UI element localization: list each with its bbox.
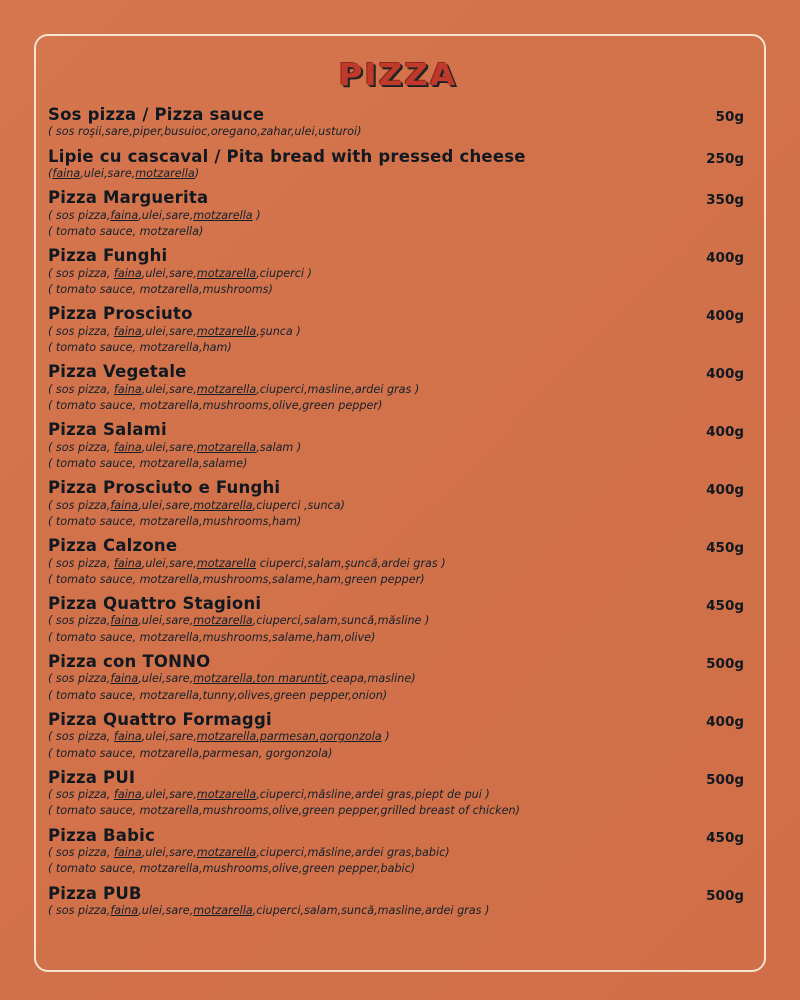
ingredient-text: ,ciuperci,măsline,ardei gras,babic) (256, 846, 450, 860)
menu-item-details (48, 762, 650, 820)
ingredient-underlined: faina (113, 788, 142, 802)
menu-item-weight: 450g (706, 829, 744, 846)
ingredient-text: ,ciuperci ,sunca) (252, 498, 345, 512)
menu-item-name: Pizza Quattro Formaggi (48, 709, 272, 729)
menu-item-row (48, 240, 748, 298)
menu-item-weight-cell (650, 762, 748, 820)
menu-item-description-ro (48, 845, 650, 861)
menu-item-weight-cell (650, 182, 748, 240)
menu-item-details (48, 141, 650, 183)
menu-item-row (48, 646, 748, 704)
menu-item-block (48, 240, 650, 298)
ingredient-underlined: motzarella (196, 556, 257, 570)
ingredient-text: ,ulei,sare, (138, 904, 194, 918)
ingredient-text: ,ulei,sare, (141, 556, 197, 570)
ingredient-text: ,ulei,sare, (141, 788, 197, 802)
menu-items-table (48, 99, 748, 919)
ingredient-text: ( sos pizza, (48, 730, 114, 744)
menu-item-description-en: ( tomato sauce, motzarella,mushrooms,olive,green pepper,babic) (48, 862, 416, 876)
ingredient-underlined: faina (110, 904, 139, 918)
menu-item-weight: 500g (706, 655, 744, 672)
menu-item-block (48, 820, 650, 878)
menu-item-block (48, 704, 650, 762)
ingredient-text: ( sos pizza, (48, 788, 114, 802)
ingredient-text: ,ceapa,masline) (326, 672, 416, 686)
ingredient-underlined: motzarella (196, 440, 257, 454)
menu-item-block (48, 646, 650, 704)
ingredient-underlined: motzarella (196, 382, 257, 396)
menu-item-description-en: ( tomato sauce, motzarella,salame) (48, 456, 248, 470)
menu-item-description-ro (48, 903, 650, 919)
menu-item-row (48, 530, 748, 588)
ingredient-underlined: motzarella (196, 266, 257, 280)
menu-item-weight: 500g (706, 887, 744, 904)
page-title-wrapper (48, 58, 748, 93)
menu-item-weight: 400g (706, 424, 744, 441)
menu-item-block (48, 588, 650, 646)
menu-item-details (48, 298, 650, 356)
menu-item-block (48, 141, 650, 183)
ingredient-text: ( sos pizza, (48, 556, 114, 570)
ingredient-text: ( sos roşii,sare,piper,busuioc,oregano,zahar,ulei,usturoi) (48, 125, 362, 139)
ingredient-text: ) (252, 208, 261, 222)
menu-item-name: Lipie cu cascaval / Pita bread with pressed cheese (48, 146, 526, 166)
menu-item-description-ro (48, 498, 650, 514)
menu-item-name: Pizza con TONNO (48, 651, 211, 671)
menu-item-row (48, 878, 748, 920)
ingredient-underlined: motzarella (135, 167, 195, 181)
menu-item-name: Pizza Vegetale (48, 362, 187, 382)
menu-item-description-ro (48, 556, 650, 572)
menu-item-block (48, 472, 650, 530)
ingredient-underlined: faina (52, 167, 81, 181)
ingredient-text: ( (48, 167, 53, 181)
menu-item-name: Pizza Salami (48, 420, 167, 440)
ingredient-text: ( sos pizza, (48, 614, 111, 628)
menu-item-weight: 400g (706, 366, 744, 383)
ingredient-text: ,ciuperci,masline,ardei gras ) (256, 382, 420, 396)
menu-item-description-ro (48, 124, 650, 140)
menu-item-block (48, 356, 650, 414)
ingredient-text: ,ciuperci ) (256, 266, 312, 280)
ingredient-text: ( sos pizza, (48, 382, 114, 396)
menu-item-description-en: ( tomato sauce, motzarella,mushrooms,salame,ham,olive) (48, 630, 376, 644)
menu-item-description-en: ( tomato sauce, motzarella,mushrooms) (48, 283, 273, 297)
menu-item-weight: 350g (706, 192, 744, 209)
page-title: PIZZA (338, 58, 458, 93)
menu-item-weight-cell (650, 704, 748, 762)
ingredient-text: ( sos pizza, (48, 208, 111, 222)
ingredient-text: ,ulei,sare, (141, 266, 197, 280)
menu-item-name: Pizza PUB (48, 883, 142, 903)
menu-item-description-en: ( tomato sauce, motzarella,mushrooms,salame,ham,green pepper) (48, 572, 425, 586)
menu-item-details (48, 240, 650, 298)
menu-item-description-ro (48, 266, 650, 282)
menu-item-details (48, 820, 650, 878)
ingredient-underlined: motzarella (196, 324, 257, 338)
menu-item-weight-cell (650, 141, 748, 183)
menu-item-details (48, 530, 650, 588)
menu-item-description-ro (48, 382, 650, 398)
ingredient-text: ciuperci,salam,şuncă,ardei gras ) (256, 556, 446, 570)
menu-item-weight-cell (650, 646, 748, 704)
menu-item-row (48, 588, 748, 646)
menu-item-description-en: ( tomato sauce, motzarella,parmesan, gorgonzola) (48, 746, 333, 760)
menu-item-name: Pizza PUI (48, 767, 136, 787)
menu-item-description-ro (48, 166, 650, 182)
menu-item-block (48, 99, 650, 141)
ingredient-underlined: motzarella (193, 208, 253, 222)
menu-item-weight-cell (650, 472, 748, 530)
ingredient-underlined: faina (110, 614, 139, 628)
menu-item-name: Pizza Prosciuto e Funghi (48, 478, 281, 498)
menu-item-row (48, 141, 748, 183)
menu-item-row (48, 99, 748, 141)
menu-item-block (48, 298, 650, 356)
menu-item-row (48, 356, 748, 414)
menu-item-weight: 400g (706, 250, 744, 267)
menu-item-description-ro (48, 440, 650, 456)
menu-item-block (48, 414, 650, 472)
menu-item-weight-cell (650, 240, 748, 298)
menu-item-weight: 400g (706, 482, 744, 499)
menu-item-details (48, 588, 650, 646)
menu-item-details (48, 414, 650, 472)
ingredient-text: ,ciuperci,măsline,ardei gras,piept de pui ) (256, 788, 490, 802)
ingredient-text: ,ulei,sare, (80, 167, 136, 181)
ingredient-text: ,ulei,sare, (141, 846, 197, 860)
menu-item-name: Pizza Funghi (48, 246, 168, 266)
menu-item-row (48, 762, 748, 820)
menu-item-name: Pizza Prosciuto (48, 304, 193, 324)
ingredient-text: ( sos pizza, (48, 846, 114, 860)
menu-item-description-en: ( tomato sauce, motzarella,ham) (48, 340, 232, 354)
ingredient-text: ,salam ) (256, 440, 302, 454)
menu-item-weight: 450g (706, 597, 744, 614)
menu-item-weight-cell (650, 298, 748, 356)
ingredient-text: ,ciuperci,salam,suncă,masline,ardei gras ) (252, 904, 490, 918)
menu-item-name: Pizza Calzone (48, 536, 178, 556)
menu-item-weight-cell (650, 878, 748, 920)
ingredient-text: ( sos pizza, (48, 672, 111, 686)
menu-content (22, 30, 778, 919)
ingredient-underlined: faina (113, 440, 142, 454)
menu-item-details (48, 878, 650, 920)
ingredient-text: ) (194, 167, 200, 181)
ingredient-text: ,ulei,sare, (141, 440, 197, 454)
ingredient-underlined: motzarella,parmesan,gorgonzola (196, 730, 382, 744)
ingredient-text: ,ulei,sare, (138, 614, 194, 628)
menu-item-name: Pizza Quattro Stagioni (48, 593, 262, 613)
menu-item-weight: 250g (706, 150, 744, 167)
menu-item-weight-cell (650, 414, 748, 472)
menu-item-weight: 400g (706, 713, 744, 730)
menu-item-description-ro (48, 208, 650, 224)
ingredient-text: ,ciuperci,salam,suncă,măsline ) (252, 614, 430, 628)
menu-item-details (48, 99, 650, 141)
menu-item-weight-cell (650, 820, 748, 878)
ingredient-underlined: motzarella (196, 846, 257, 860)
ingredient-text: ( sos pizza, (48, 266, 114, 280)
ingredient-text: ,ulei,sare, (141, 382, 197, 396)
menu-item-description-ro (48, 787, 650, 803)
ingredient-underlined: faina (110, 498, 139, 512)
ingredient-underlined: motzarella (193, 904, 253, 918)
menu-item-description-en: ( tomato sauce, motzarella,mushrooms,ham) (48, 514, 302, 528)
ingredient-underlined: faina (110, 208, 139, 222)
menu-item-row (48, 472, 748, 530)
menu-item-block (48, 530, 650, 588)
ingredient-underlined: faina (110, 672, 139, 686)
menu-item-description-ro (48, 324, 650, 340)
ingredient-underlined: faina (113, 846, 142, 860)
ingredient-text: ( sos pizza, (48, 904, 111, 918)
menu-item-details (48, 704, 650, 762)
menu-item-row (48, 820, 748, 878)
menu-item-description-ro (48, 671, 650, 687)
ingredient-text: ,ulei,sare, (138, 498, 194, 512)
menu-item-weight-cell (650, 530, 748, 588)
menu-item-name: Pizza Marguerita (48, 188, 209, 208)
ingredient-underlined: faina (113, 266, 142, 280)
ingredient-text: ,ulei,sare, (138, 672, 194, 686)
ingredient-text: ( sos pizza, (48, 440, 114, 454)
menu-item-details (48, 182, 650, 240)
menu-item-weight: 500g (706, 771, 744, 788)
menu-item-description-en: ( tomato sauce, motzarella) (48, 225, 204, 239)
menu-item-weight: 50g (715, 109, 744, 125)
menu-item-description-ro (48, 729, 650, 745)
ingredient-underlined: faina (113, 556, 142, 570)
menu-item-row (48, 704, 748, 762)
ingredient-underlined: motzarella (193, 498, 253, 512)
menu-item-weight-cell (650, 99, 748, 141)
menu-item-block (48, 878, 650, 920)
menu-item-description-en: ( tomato sauce, motzarella,mushrooms,olive,green pepper) (48, 398, 383, 412)
menu-item-details (48, 646, 650, 704)
ingredient-text: ( sos pizza, (48, 498, 111, 512)
menu-item-description-en: ( tomato sauce, motzarella,tunny,olives,green pepper,onion) (48, 688, 388, 702)
menu-item-row (48, 182, 748, 240)
ingredient-underlined: motzarella (193, 614, 253, 628)
menu-item-description-ro (48, 613, 650, 629)
menu-item-name: Sos pizza / Pizza sauce (48, 105, 265, 124)
ingredient-underlined: motzarella,ton maruntit (193, 672, 327, 686)
ingredient-text: ,şunca ) (256, 324, 301, 338)
ingredient-underlined: faina (113, 324, 142, 338)
menu-item-weight: 400g (706, 308, 744, 325)
ingredient-underlined: motzarella (196, 788, 257, 802)
ingredient-text: ,ulei,sare, (141, 324, 197, 338)
ingredient-text: ,ulei,sare, (141, 730, 197, 744)
menu-item-weight-cell (650, 356, 748, 414)
menu-item-details (48, 356, 650, 414)
menu-item-block (48, 762, 650, 820)
ingredient-underlined: faina (113, 382, 142, 396)
menu-item-block (48, 182, 650, 240)
menu-item-name: Pizza Babic (48, 825, 155, 845)
ingredient-underlined: faina (113, 730, 142, 744)
menu-item-weight: 450g (706, 540, 744, 557)
menu-item-row (48, 414, 748, 472)
ingredient-text: ) (381, 730, 390, 744)
menu-item-description-en: ( tomato sauce, motzarella,mushrooms,olive,green pepper,grilled breast of chicken) (48, 804, 520, 818)
menu-item-details (48, 472, 650, 530)
menu-item-row (48, 298, 748, 356)
ingredient-text: ,ulei,sare, (138, 208, 194, 222)
menu-item-weight-cell (650, 588, 748, 646)
ingredient-text: ( sos pizza, (48, 324, 114, 338)
